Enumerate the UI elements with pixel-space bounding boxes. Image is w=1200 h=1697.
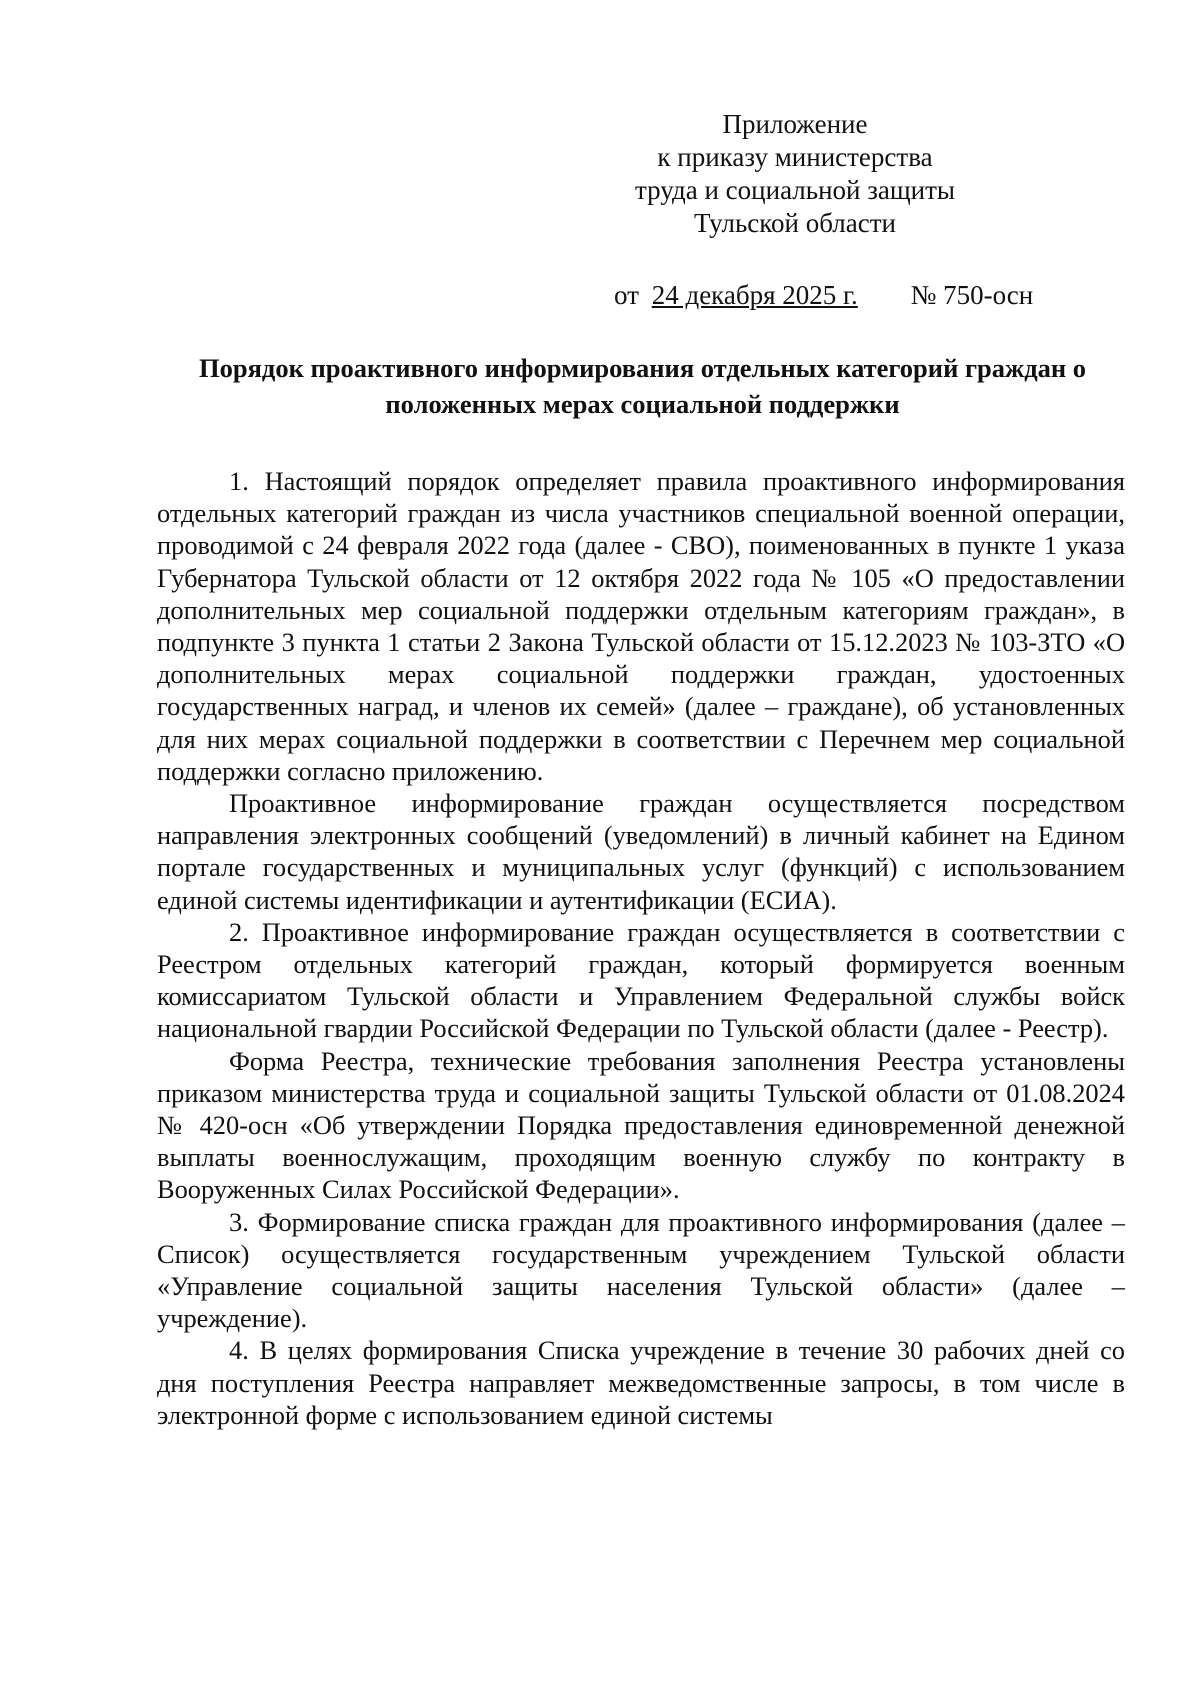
title-line-1: Порядок проактивного информирования отдельных категорий граждан о xyxy=(198,353,1086,383)
paragraph-1: 1. Настоящий порядок определяет правила проактивного информирования отдельных категорий граждан из числа участников специальной военной операции, проводимой с 24 февраля 2022 года (далее - СВО), поименованных в пункте 1 указа Губернатора Тульской области от 12 октября 2022 года № 105 «О предоставлении дополнительных мер социальной поддержки отдельным категориям граждан», в подпункте 3 пункта 1 статьи 2 Закона Тульской области от 15.12.2023 № 103-ЗТО «О дополнительных мерах социальной поддержки граждан, удостоенных государственных наград, и членов их семей» (далее – граждане), об установленных для них мерах социальной поддержки в соответствии с Перечнем мер социальной поддержки согласно приложению. xyxy=(157,466,1125,786)
appendix-line-4: Тульской области xyxy=(694,208,896,238)
paragraph-3: 2. Проактивное информирование граждан осуществляется в соответствии с Реестром отдельных категорий граждан, который формируется военным комиссариатом Тульской области и Управлением Федеральной службы войск национальной гвардии Российской Федерации по Тульской области (далее - Реестр). xyxy=(157,916,1125,1044)
appendix-line-2: к приказу министерства xyxy=(657,142,933,172)
document-title xyxy=(150,350,1135,422)
appendix-header xyxy=(560,108,1030,240)
paragraph-2: Проактивное информирование граждан осуществляется посредством направления электронных сообщений (уведомлений) в личный кабинет на Едином портале государственных и муниципальных услуг (функций) с использованием единой системы идентификации и аутентификации (ЕСИА). xyxy=(157,788,1125,915)
order-prefix: от xyxy=(614,280,639,310)
order-number: № 750-осн xyxy=(910,280,1034,310)
title-line-2: положенных мерах социальной поддержки xyxy=(385,389,900,419)
document-body xyxy=(157,465,1125,1431)
appendix-line-3: труда и социальной защиты xyxy=(634,175,956,205)
order-reference xyxy=(614,278,1033,312)
paragraph-4: Форма Реестра, технические требования заполнения Реестра установлены приказом министерства труда и социальной защиты Тульской области от 01.08.2024 № 420-осн «Об утверждении Порядка предоставления единовременной денежной выплаты военнослужащим, проходящим военную службу по контракту в Вооруженных Силах Российской Федерации». xyxy=(157,1045,1125,1205)
order-date: 24 декабря 2025 г. xyxy=(651,280,858,310)
paragraph-5: 3. Формирование списка граждан для проактивного информирования (далее – Список) осуществляется государственным учреждением Тульской области «Управление социальной защиты населения Тульской области» (далее – учреждение). xyxy=(157,1206,1125,1334)
appendix-line-1: Приложение xyxy=(722,109,868,139)
paragraph-6: 4. В целях формирования Списка учреждение в течение 30 рабочих дней со дня поступления Реестра направляет межведомственные запросы, в том числе в электронной форме с использованием единой системы xyxy=(157,1335,1125,1430)
